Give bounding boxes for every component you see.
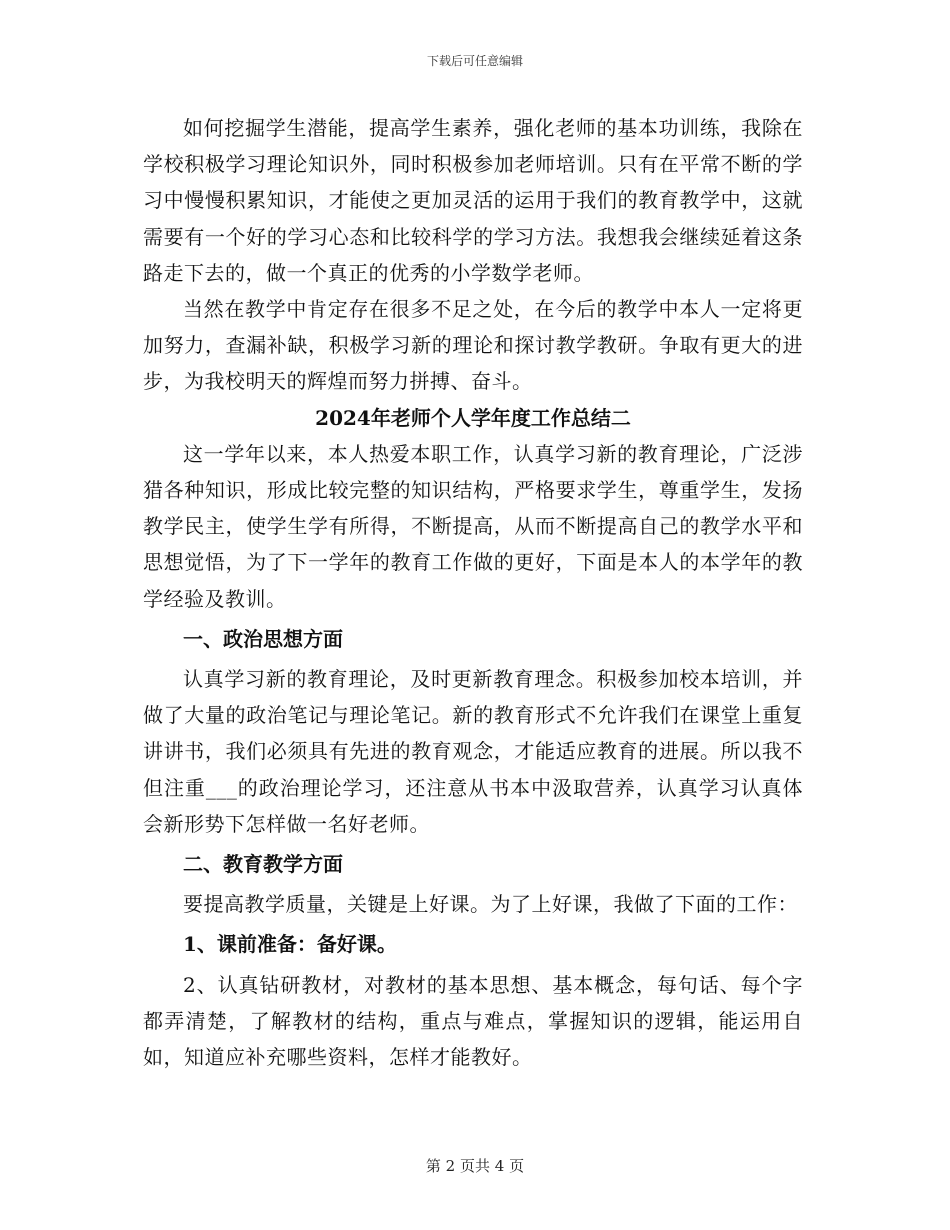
page-header: 下载后可任意编辑: [426, 54, 523, 68]
document-body: [143, 110, 803, 1075]
paragraph-6: 2、认真钻研教材，对教材的基本思想、基本概念，每句话、每个字都弄清楚，了解教材的结构，重点与难点，掌握知识的逻辑，能运用自如，知道应补充哪些资料，怎样才能教好。: [143, 972, 803, 1070]
section-title: 2024年老师个人学年度工作总结二: [315, 405, 631, 430]
heading-teaching: 二、教育教学方面: [183, 852, 343, 877]
page-footer: 第 2 页共 4 页: [425, 1157, 525, 1175]
paragraph-3: 这一学年以来，本人热爱本职工作，认真学习新的教育理论，广泛涉猎各种知识，形成比较完整的知识结构，严格要求学生，尊重学生，发扬教学民主，使学生学有所得，不断提高，从而不断提高自己的教学水平和思想觉悟，为了下一学年的教育工作做的更好，下面是本人的本学年的教学经验及教训。: [143, 441, 803, 611]
paragraph-1: 如何挖掘学生潜能，提高学生素养，强化老师的基本功训练，我除在学校积极学习理论知识外，同时积极参加老师培训。只有在平常不断的学习中慢慢积累知识，才能使之更加灵活的运用于我们的教育教学中，这就需要有一个好的学习心态和比较科学的学习方法。我想我会继续延着这条路走下去的，做一个真正的优秀的小学数学老师。: [143, 116, 803, 285]
paragraph-4: 认真学习新的教育理论，及时更新教育理念。积极参加校本培训，并做了大量的政治笔记与理论笔记。新的教育形式不允许我们在课堂上重复讲讲书，我们必须具有先进的教育观念，才能适应教育的进展。所以我不但注重___的政治理论学习，还注意从书本中汲取营养，认真学习认真体会新形势下怎样做一名好老师。: [143, 667, 803, 836]
heading-preparation: 1、课前准备：备好课。: [183, 932, 397, 957]
paragraph-2: 当然在教学中肯定存在很多不足之处，在今后的教学中本人一定将更加努力，查漏补缺，积极学习新的理论和探讨教学教研。争取有更大的进步，为我校明天的辉煌而努力拼搏、奋斗。: [143, 297, 803, 394]
paragraph-5: 要提高教学质量，关键是上好课。为了上好课，我做了下面的工作：: [183, 892, 798, 917]
heading-political: 一、政治思想方面: [183, 626, 343, 651]
